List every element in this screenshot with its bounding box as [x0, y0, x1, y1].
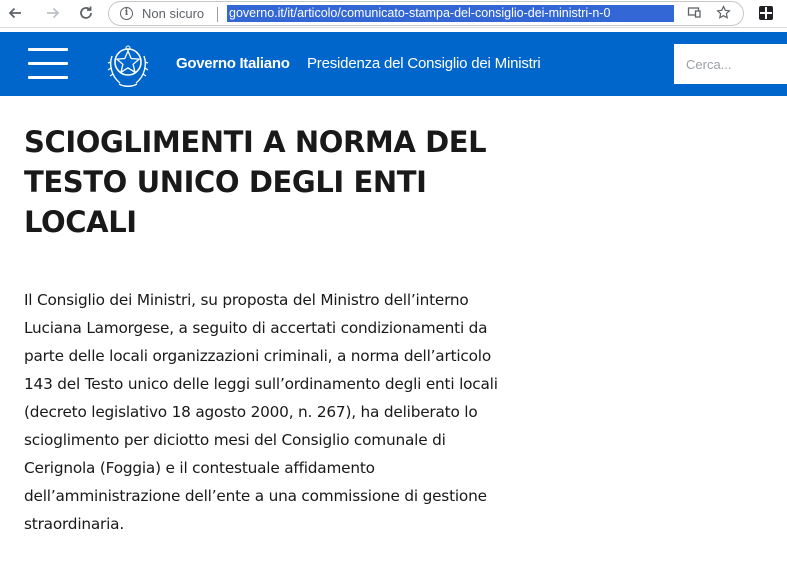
back-arrow-icon[interactable]: [4, 2, 26, 24]
hamburger-menu-icon[interactable]: [28, 45, 68, 81]
article-body: Il Consiglio dei Ministri, su proposta del Ministro dell’interno Luciana Lamorgese, a seguito di accertati condizionamenti da parte delle locali organizzazioni criminali, a norma dell’articolo 143 del Testo unico delle leggi sull’ordinamento degli enti locali (decreto legislativo 18 agosto 2000, n. 267), ha deliberato lo scioglimento per diciotto mesi del Consiglio comunale di Cerignola (Foggia) e il contestuale affidamento dell’amministrazione dell’ente a una commissione di gestione straordinaria.: [24, 291, 498, 533]
address-bar[interactable]: [108, 1, 744, 26]
cast-icon[interactable]: [687, 5, 701, 23]
extension-icon[interactable]: [759, 6, 773, 20]
browser-toolbar: [0, 0, 787, 28]
reload-icon[interactable]: [75, 2, 97, 24]
url-text[interactable]: governo.it/it/articolo/comunicato-stampa-del-consiglio-dei-ministri-n-0: [227, 5, 674, 22]
emblem-logo[interactable]: [104, 40, 152, 90]
omnibox-divider: [217, 7, 218, 22]
security-label[interactable]: Non sicuro: [142, 6, 205, 21]
site-header: [0, 32, 787, 96]
info-icon[interactable]: i: [120, 7, 133, 20]
brand-sub[interactable]: Presidenza del Consiglio dei Ministri: [307, 55, 541, 72]
forward-arrow-icon[interactable]: [42, 2, 64, 24]
star-icon[interactable]: [716, 5, 731, 24]
page-title: SCIOGLIMENTI A NORMA DEL TESTO UNICO DEGLI ENTI LOCALI: [24, 125, 487, 239]
search-input[interactable]: [674, 44, 787, 84]
brand-main[interactable]: Governo Italiano: [176, 55, 290, 72]
